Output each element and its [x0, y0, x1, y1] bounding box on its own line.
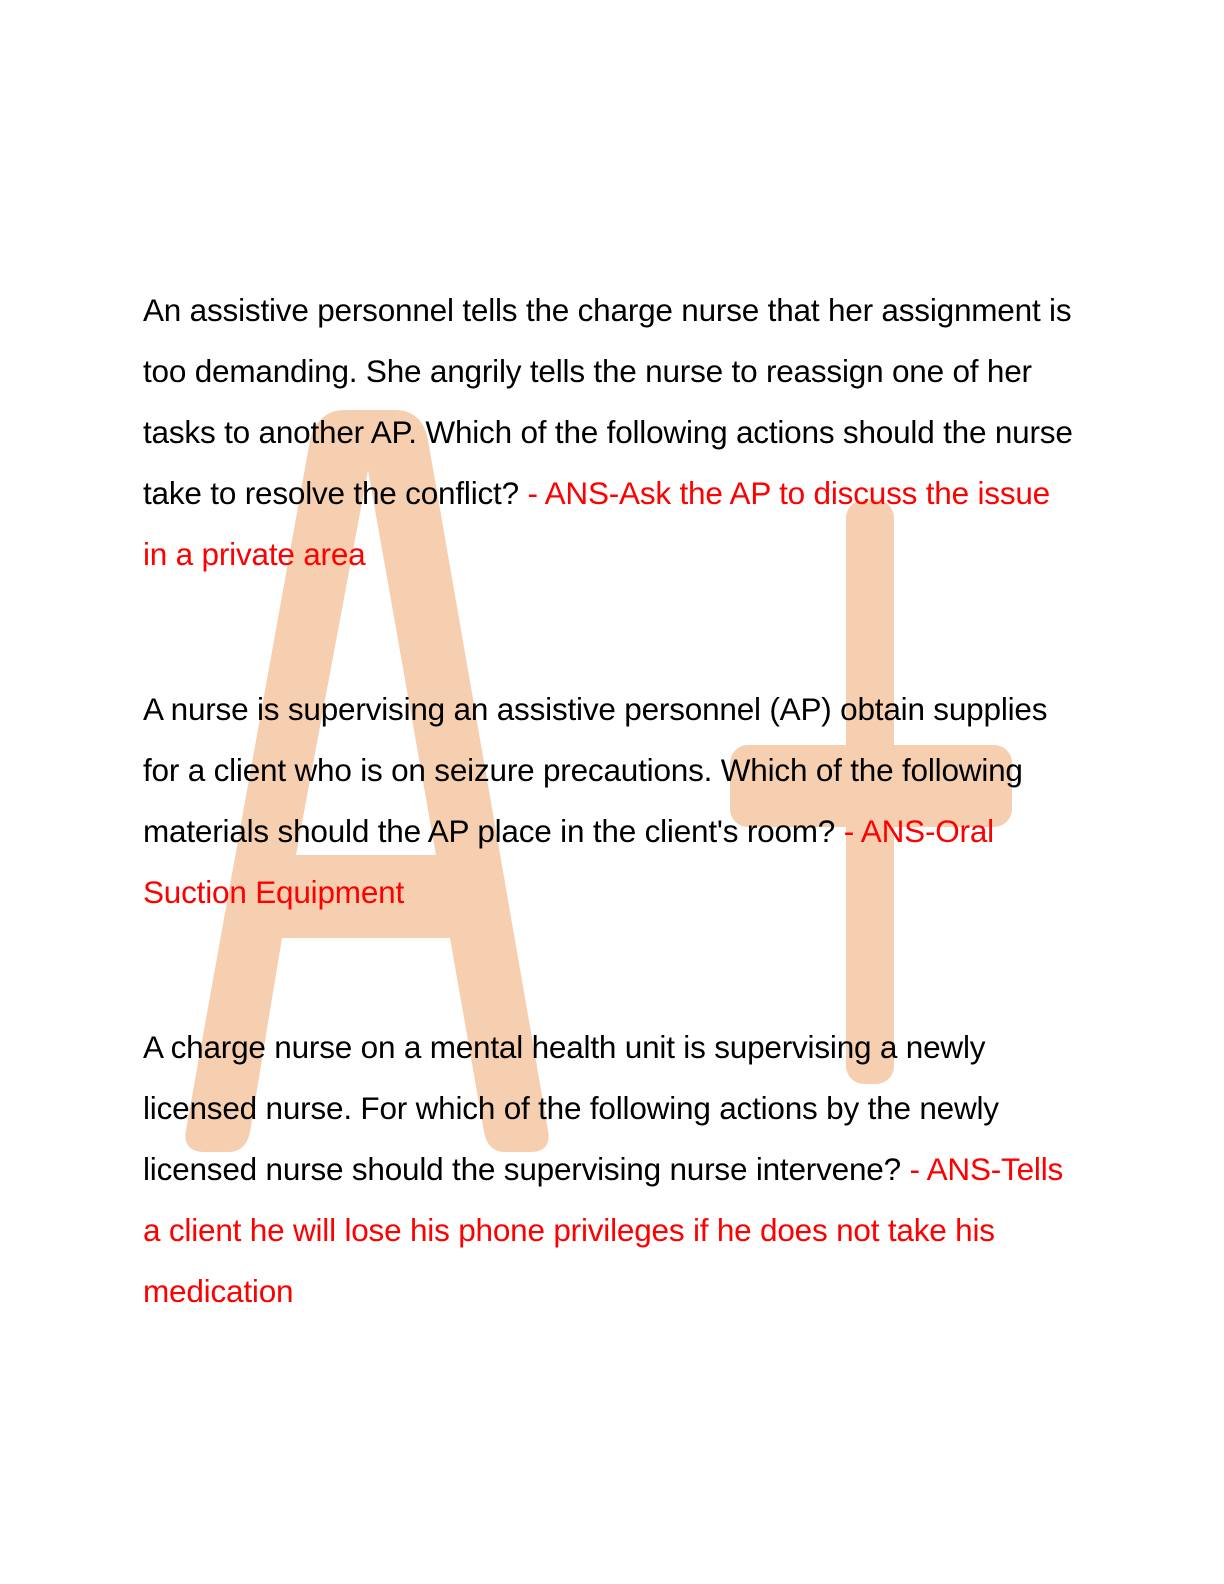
question-block-1	[143, 280, 1073, 585]
question-block-2	[143, 679, 1073, 923]
answer-text: - ANS-Tells a client he will lose his phone privileges if he does not take his medication	[143, 1151, 1064, 1309]
document-body	[143, 280, 1073, 1322]
question-text: An assistive personnel tells the charge nurse that her assignment is too demanding. She angrily tells the nurse to reassign one of her tasks to another AP. Which of the following actions should the nurse take to resolve the conflict?	[143, 292, 1073, 511]
question-text: A nurse is supervising an assistive personnel (AP) obtain supplies for a client who is on seizure precautions. Which of the following materials should the AP place in the client's room?	[143, 691, 1048, 849]
answer-text: - ANS-Ask the AP to discuss the issue in a private area	[143, 475, 1051, 572]
answer-text: - ANS-Oral Suction Equipment	[143, 813, 994, 910]
question-block-3	[143, 1017, 1073, 1322]
question-text: A charge nurse on a mental health unit is supervising a newly licensed nurse. For which of the following actions by the newly licensed nurse should the supervising nurse intervene?	[143, 1029, 999, 1187]
